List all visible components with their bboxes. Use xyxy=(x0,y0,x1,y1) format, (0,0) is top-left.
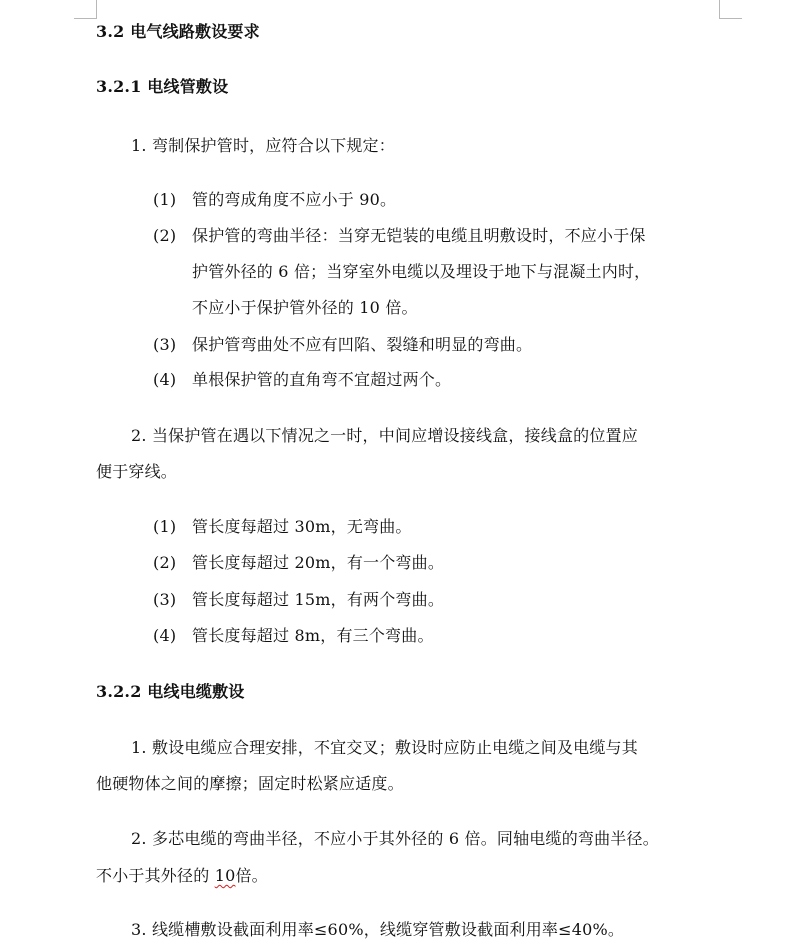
section-heading: 3.2 电气线路敷设要求 xyxy=(96,22,260,41)
list-item-continuation: 护管外径的 6 倍；当穿室外电缆以及埋设于地下与混凝土内时， xyxy=(192,262,651,281)
list-item-number: (4) xyxy=(153,626,177,645)
paragraph-3-line-2: 他硬物体之间的摩擦；固定时松紧应适度。 xyxy=(96,774,404,793)
paragraph-4-text-a: 不小于其外径的 xyxy=(96,866,215,885)
list-item-text: 管长度每超过 8m，有三个弯曲。 xyxy=(192,626,434,645)
paragraph-4-text-c: 倍。 xyxy=(235,866,268,885)
list-item-text: 单根保护管的直角弯不宜超过两个。 xyxy=(192,370,452,389)
list-item-text: 管长度每超过 20m，有一个弯曲。 xyxy=(192,553,445,572)
list-item-text: 保护管弯曲处不应有凹陷、裂缝和明显的弯曲。 xyxy=(192,335,533,354)
paragraph-1-line: 1. 弯制保护管时，应符合以下规定： xyxy=(131,136,395,155)
list-item-number: (2) xyxy=(153,553,177,572)
list-item-text: 保护管的弯曲半径：当穿无铠装的电缆且明敷设时，不应小于保 xyxy=(192,226,646,245)
list-item xyxy=(153,335,532,355)
list-item xyxy=(153,517,412,537)
paragraph-2-line-1: 2. 当保护管在遇以下情况之一时，中间应增设接线盒，接线盒的位置应 xyxy=(131,426,638,445)
list-item-continuation: 不应小于保护管外径的 10 倍。 xyxy=(192,298,418,317)
paragraph-2-line-2: 便于穿线。 xyxy=(96,462,178,481)
paragraph-4-line-2 xyxy=(96,866,268,886)
list-item xyxy=(153,190,396,210)
subsection-heading-3-2-2: 3.2.2 电线电缆敷设 xyxy=(96,682,245,701)
list-item-number: (1) xyxy=(153,190,177,209)
subsection-heading-3-2-1: 3.2.1 电线管敷设 xyxy=(96,77,229,96)
margin-corner-mark-right xyxy=(719,0,742,19)
list-item-number: (1) xyxy=(153,517,177,536)
list-item-text: 管的弯成角度不应小于 90。 xyxy=(192,190,397,209)
list-item-number: (3) xyxy=(153,335,177,354)
list-item-text: 管长度每超过 30m，无弯曲。 xyxy=(192,517,412,536)
paragraph-5-line-1: 3. 线缆槽敷设截面利用率≤60%，线缆穿管敷设截面利用率≤40%。 xyxy=(131,920,625,939)
list-item xyxy=(153,553,444,573)
list-item-number: (4) xyxy=(153,370,177,389)
paragraph-4-line-1: 2. 多芯电缆的弯曲半径，不应小于其外径的 6 倍。同轴电缆的弯曲半径。 xyxy=(131,829,659,848)
paragraph-3-line-1: 1. 敷设电缆应合理安排，不宜交叉；敷设时应防止电缆之间及电缆与其 xyxy=(131,738,638,757)
list-item-number: (2) xyxy=(153,226,177,245)
list-item xyxy=(153,626,434,646)
list-item xyxy=(153,370,451,390)
list-item xyxy=(153,590,444,610)
list-item xyxy=(153,226,646,246)
spellcheck-flagged-number[interactable]: 10 xyxy=(214,866,236,885)
list-item-number: (3) xyxy=(153,590,177,609)
list-item-text: 管长度每超过 15m，有两个弯曲。 xyxy=(192,590,445,609)
margin-corner-mark-left xyxy=(74,0,97,19)
